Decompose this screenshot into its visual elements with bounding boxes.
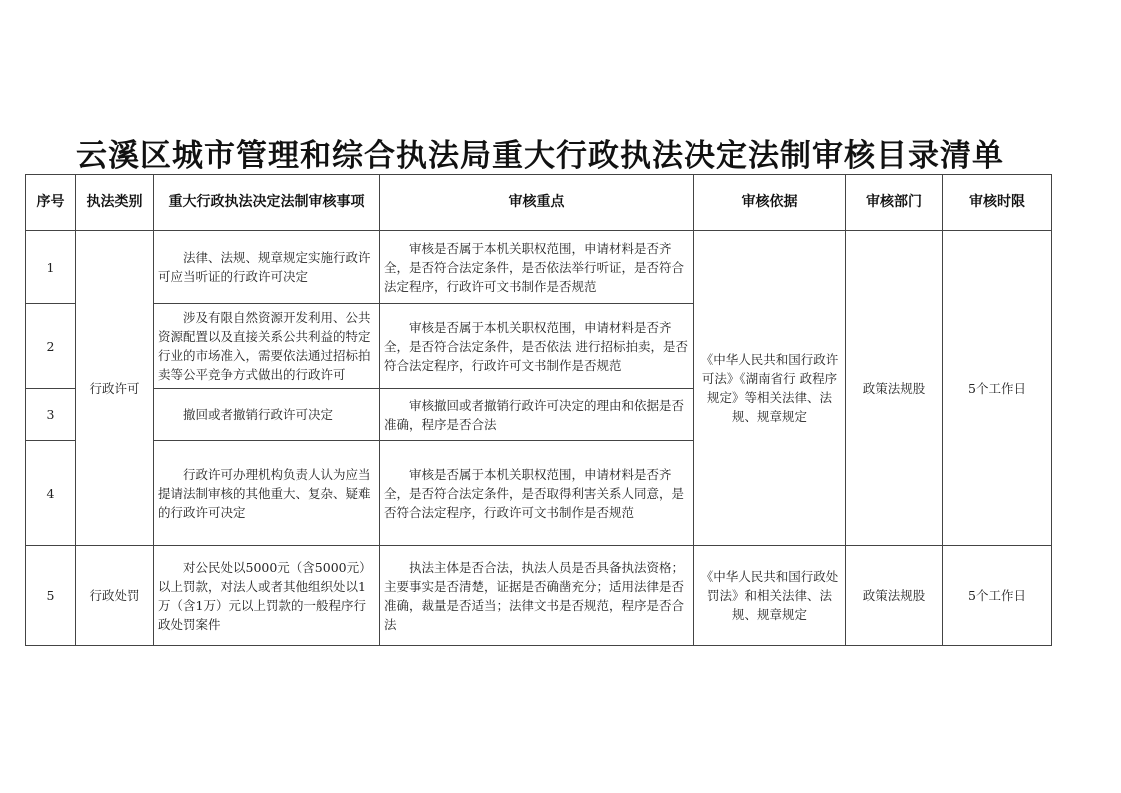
review-time-limit: 5个工作日 <box>943 546 1052 646</box>
review-focus: 审核是否属于本机关职权范围，申请材料是否齐全，是否符合法定条件，是否依法 进行招标拍卖，是否符合法定程序，行政许可文书制作是否规范 <box>380 304 694 389</box>
review-department: 政策法规股 <box>846 546 943 646</box>
review-catalog-table <box>25 174 1052 646</box>
header-no: 序号 <box>26 175 76 231</box>
review-focus: 审核是否属于本机关职权范围，申请材料是否齐全，是否符合法定条件，是否依法举行听证，是否符合法定程序，行政许可文书制作是否规范 <box>380 231 694 304</box>
page-title: 云溪区城市管理和综合执法局重大行政执法决定法制审核目录清单 <box>76 138 1004 174</box>
row-no: 4 <box>26 441 76 546</box>
review-focus: 审核撤回或者撤销行政许可决定的理由和依据是否准确，程序是否合法 <box>380 389 694 441</box>
category-cell: 行政处罚 <box>76 546 154 646</box>
header-row <box>26 175 1052 231</box>
review-item: 行政许可办理机构负责人认为应当提请法制审核的其他重大、复杂、疑难的行政许可决定 <box>154 441 380 546</box>
review-basis: 《中华人民共和国行政许可法》《湖南省行 政程序规定》等相关法律、法规、规章规定 <box>694 231 846 546</box>
review-focus: 执法主体是否合法，执法人员是否具备执法资格；主要事实是否清楚，证据是否确凿充分；适用法律是否准确，裁量是否适当；法律文书是否规范，程序是否合法 <box>380 546 694 646</box>
row-no: 3 <box>26 389 76 441</box>
row-no: 1 <box>26 231 76 304</box>
header-time-limit: 审核时限 <box>943 175 1052 231</box>
review-focus: 审核是否属于本机关职权范围，申请材料是否齐全，是否符合法定条件，是否取得利害关系人同意，是否符合法定程序，行政许可文书制作是否规范 <box>380 441 694 546</box>
review-basis: 《中华人民共和国行政处罚法》和相关法律、法规、规章规定 <box>694 546 846 646</box>
header-focus: 审核重点 <box>380 175 694 231</box>
row-no: 5 <box>26 546 76 646</box>
header-category: 执法类别 <box>76 175 154 231</box>
table-row <box>26 546 1052 646</box>
review-time-limit: 5个工作日 <box>943 231 1052 546</box>
table-row <box>26 231 1052 304</box>
row-no: 2 <box>26 304 76 389</box>
review-item: 涉及有限自然资源开发利用、公共资源配置以及直接关系公共利益的特定行业的市场准入，需要依法通过招标拍卖等公平竞争方式做出的行政许可 <box>154 304 380 389</box>
header-basis: 审核依据 <box>694 175 846 231</box>
category-cell: 行政许可 <box>76 231 154 546</box>
header-item: 重大行政执法决定法制审核事项 <box>154 175 380 231</box>
review-department: 政策法规股 <box>846 231 943 546</box>
review-item: 撤回或者撤销行政许可决定 <box>154 389 380 441</box>
review-item: 法律、法规、规章规定实施行政许可应当听证的行政许可决定 <box>154 231 380 304</box>
review-item: 对公民处以5000元（含5000元）以上罚款，对法人或者其他组织处以1万（含1万）元以上罚款的一般程序行政处罚案件 <box>154 546 380 646</box>
header-department: 审核部门 <box>846 175 943 231</box>
